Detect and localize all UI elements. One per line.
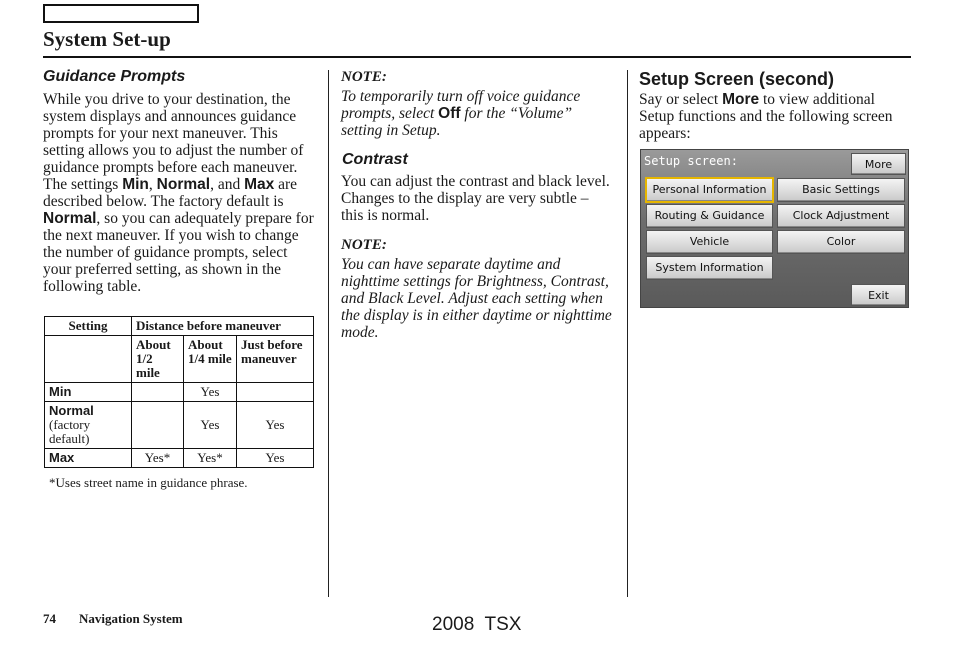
screen-title: Setup screen:: [644, 154, 738, 168]
column-divider-2: [627, 70, 628, 597]
system-information-button[interactable]: System Information: [646, 256, 773, 280]
more-button[interactable]: More: [851, 153, 906, 175]
note1-text: To temporarily turn off voice guidance prompts, select Off for the “Volume” setting in Setup.: [341, 88, 581, 139]
column-divider-1: [328, 70, 329, 597]
table-row: Normal (factory default) Yes Yes: [45, 402, 314, 449]
table-footnote: *Uses street name in guidance phrase.: [49, 475, 248, 490]
guidance-prompts-heading: Guidance Prompts: [43, 68, 186, 85]
exit-button[interactable]: Exit: [851, 284, 906, 306]
model-name: 2008 TSX: [432, 614, 522, 635]
header-tab-box: [43, 4, 199, 23]
page-title: System Set-up: [43, 27, 171, 51]
page-number: 74: [43, 611, 56, 626]
setup-screen-text: Say or select More to view additional Setup functions and the following screen appears:: [639, 91, 893, 142]
routing-guidance-button[interactable]: Routing & Guidance: [646, 204, 773, 228]
section-name: Navigation System: [79, 611, 183, 626]
table-header-distance: Distance before maneuver: [132, 317, 314, 336]
basic-settings-button[interactable]: Basic Settings: [777, 178, 905, 202]
guidance-prompts-text: While you drive to your destination, the system displays and announces guidance prompts for your next maneuver. This setting allows you to adjust the number of guidance prompts before each maneuver. The settings Min, Normal, and Max are described below. The factory default is Normal, so you can adequately prepare for the next maneuver. If you wish to change the number of guidance prompts, select your preferred setting, as shown in the following table.: [43, 91, 314, 295]
contrast-text: You can adjust the contrast and black level. Changes to the display are very subtle – this is normal.: [341, 173, 610, 224]
setup-screen-heading: Setup Screen (second): [639, 69, 835, 89]
table-row: Max Yes* Yes* Yes: [45, 449, 314, 468]
table-sub-half-mile: About 1/2 mile: [132, 336, 184, 383]
note1-heading: NOTE:: [341, 69, 387, 85]
note2-text: You can have separate daytime and nighttime settings for Brightness, Contrast, and Black Level. Adjust each setting when the display is in either daytime or nighttime mode.: [341, 256, 612, 341]
setup-screen-image: [640, 149, 909, 308]
personal-information-button[interactable]: Personal Information: [646, 178, 773, 202]
note2-heading: NOTE:: [341, 237, 387, 253]
table-sub-just-before: Just before maneuver: [237, 336, 314, 383]
table-header-setting: Setting: [45, 317, 132, 336]
guidance-table: [44, 316, 314, 468]
color-button[interactable]: Color: [777, 230, 905, 254]
contrast-heading: Contrast: [342, 151, 408, 168]
table-sub-quarter-mile: About 1/4 mile: [184, 336, 237, 383]
clock-adjustment-button[interactable]: Clock Adjustment: [777, 204, 905, 228]
header-rule: [43, 56, 911, 58]
table-row: Min Yes: [45, 383, 314, 402]
vehicle-button[interactable]: Vehicle: [646, 230, 773, 254]
